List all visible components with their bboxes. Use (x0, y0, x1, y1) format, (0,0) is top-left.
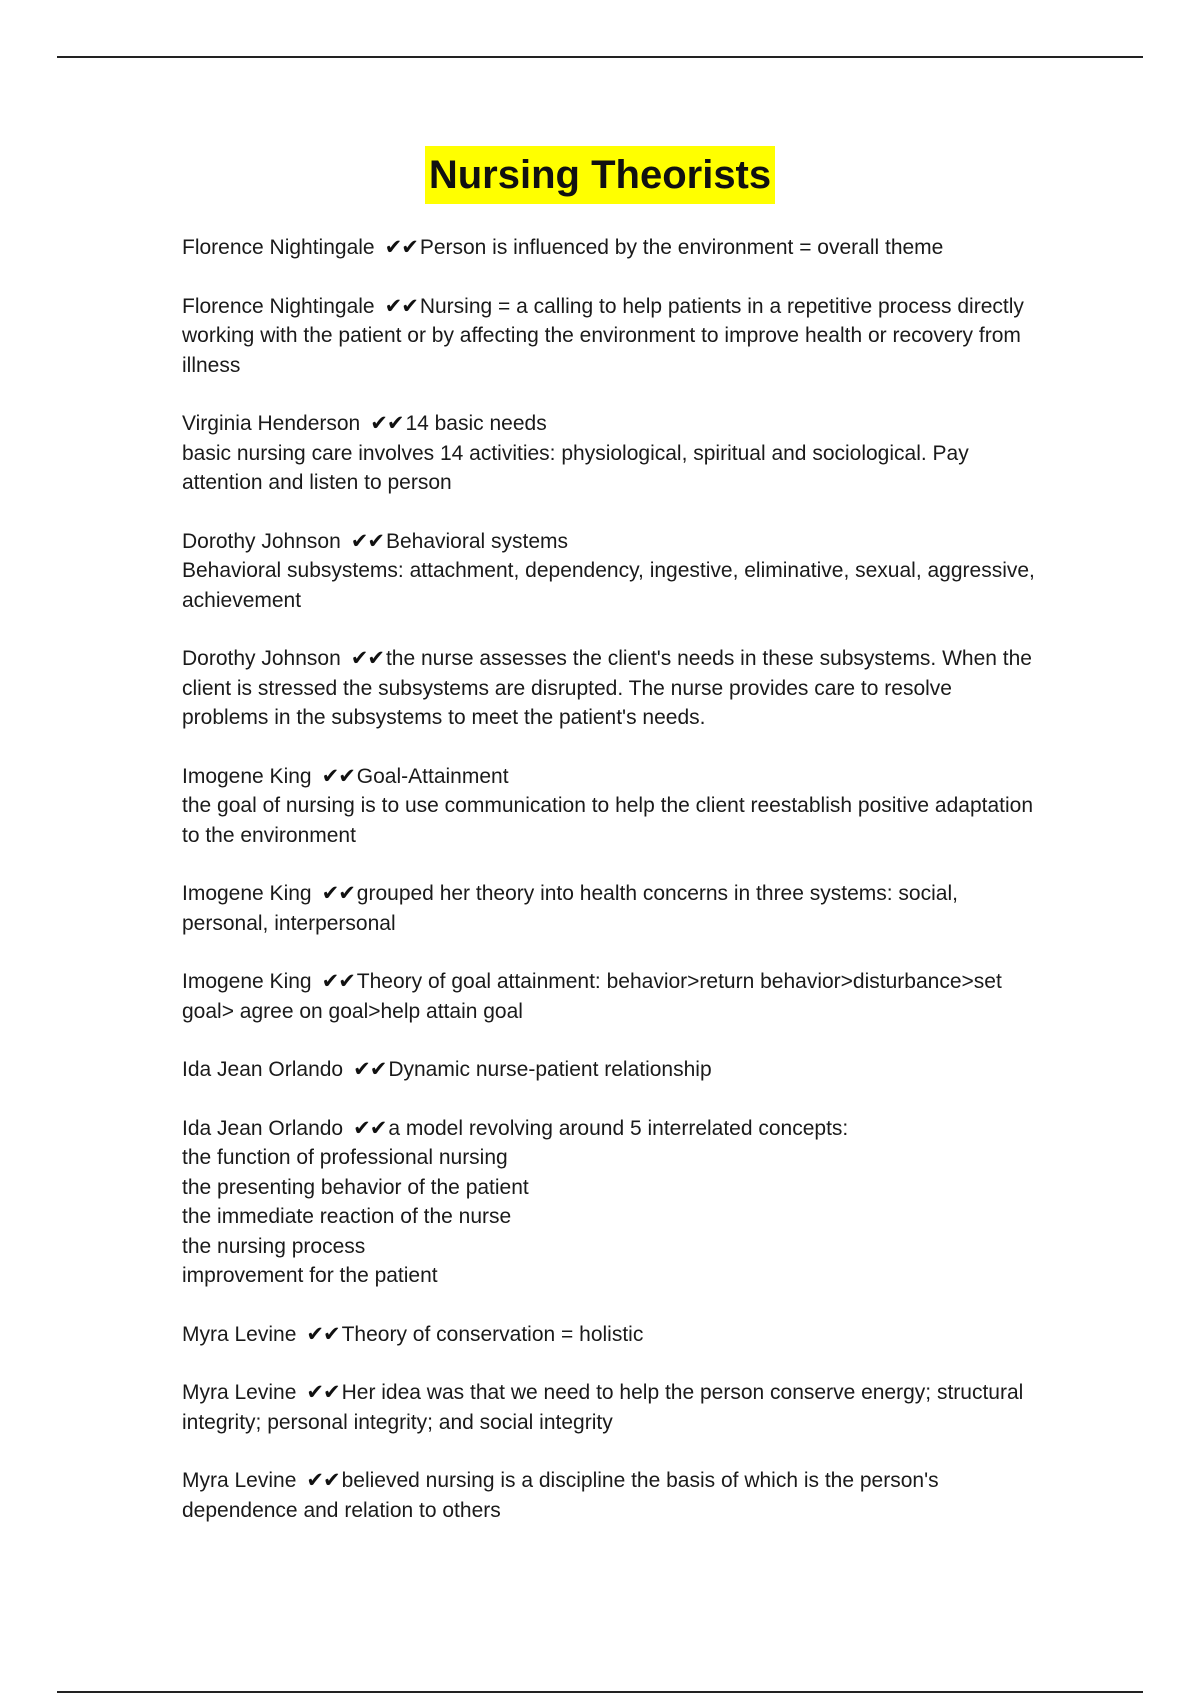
theorist-list (182, 233, 1042, 1554)
entry-text: Nursing = a calling to help patients in a repetitive process directly working with the patient or by affecting the environment to improve health or recovery from illness (182, 294, 1024, 377)
entry-first-line (182, 879, 1042, 938)
entry-first-line (182, 1320, 1042, 1350)
page-title: Nursing Theorists (425, 146, 775, 204)
entry-text: the nursing process (182, 1234, 366, 1258)
double-check-icon: ✔✔ (384, 293, 418, 318)
double-check-icon: ✔✔ (321, 881, 355, 905)
theorist-name: Virginia Henderson (182, 412, 361, 435)
entry-first-line (182, 1466, 1042, 1525)
double-check-icon: ✔✔ (321, 763, 355, 788)
entry-first-line (182, 527, 1042, 557)
theorist-entry (182, 762, 1042, 851)
entry-first-line (182, 292, 1042, 381)
theorist-name: Ida Jean Orlando (182, 1116, 344, 1140)
theorist-name: Imogene King (182, 970, 312, 993)
top-divider (57, 56, 1143, 58)
entry-text: Behavioral systems (385, 529, 569, 553)
entry-text: Theory of goal attainment: behavior>return behavior>disturbance>set goal> agree on goal>help attain goal (182, 970, 1002, 1023)
entry-first-line (182, 967, 1042, 1026)
theorist-name: Dorothy Johnson (182, 647, 341, 670)
double-check-icon: ✔✔ (353, 1115, 387, 1140)
theorist-name: Dorothy Johnson (182, 529, 341, 553)
entry-first-line (182, 1055, 1042, 1085)
bottom-divider (57, 1691, 1143, 1693)
entry-first-line (182, 1114, 1042, 1144)
entry-text: 14 basic needs (405, 412, 547, 435)
entry-description-line (182, 556, 1042, 615)
entry-text: a model revolving around 5 interrelated concepts: (388, 1116, 849, 1140)
entry-text: the function of professional nursing (182, 1146, 508, 1169)
theorist-entry (182, 409, 1042, 498)
entry-first-line (182, 1378, 1042, 1437)
double-check-icon: ✔✔ (350, 646, 384, 670)
theorist-entry (182, 879, 1042, 938)
double-check-icon: ✔✔ (370, 411, 404, 435)
theorist-entry (182, 527, 1042, 616)
theorist-entry (182, 967, 1042, 1026)
entry-text: improvement for the patient (182, 1264, 438, 1287)
entry-text: Person is influenced by the environment = overall theme (419, 236, 944, 259)
entry-description-line (182, 1261, 1042, 1291)
double-check-icon: ✔✔ (306, 1380, 340, 1404)
double-check-icon: ✔✔ (350, 528, 384, 553)
theorist-name: Myra Levine (182, 1322, 297, 1346)
theorist-entry (182, 1378, 1042, 1437)
double-check-icon: ✔✔ (321, 969, 355, 993)
entry-text: Her idea was that we need to help the person conserve energy; structural integrity; personal integrity; and social integrity (182, 1381, 1024, 1434)
entry-text: the nurse assesses the client's needs in these subsystems. When the client is stressed the subsystems are disrupted. The nurse provides care to resolve problems in the subsystems to meet the patient's needs. (182, 647, 1032, 729)
theorist-entry (182, 644, 1042, 733)
theorist-entry (182, 1055, 1042, 1085)
double-check-icon: ✔✔ (306, 1468, 340, 1492)
title-container (0, 146, 1200, 204)
entry-text: the presenting behavior of the patient (182, 1175, 529, 1199)
entry-text: Dynamic nurse-patient relationship (388, 1058, 712, 1081)
entry-description-line (182, 1202, 1042, 1232)
theorist-entry (182, 1320, 1042, 1350)
entry-text: Behavioral subsystems: attachment, dependency, ingestive, eliminative, sexual, aggressive, achievement (182, 559, 1035, 612)
theorist-name: Florence Nightingale (182, 294, 375, 318)
entry-text: Theory of conservation = holistic (341, 1322, 644, 1346)
theorist-name: Imogene King (182, 882, 312, 905)
theorist-entry (182, 292, 1042, 381)
theorist-name: Myra Levine (182, 1381, 297, 1404)
entry-text: Goal-Attainment (356, 764, 509, 788)
theorist-name: Imogene King (182, 764, 312, 788)
entry-first-line (182, 409, 1042, 439)
theorist-entry (182, 1466, 1042, 1525)
entry-text: grouped her theory into health concerns in three systems: social, personal, interpersonal (182, 882, 958, 935)
theorist-name: Ida Jean Orlando (182, 1058, 344, 1081)
theorist-entry (182, 233, 1042, 263)
entry-description-line (182, 1143, 1042, 1173)
entry-first-line (182, 644, 1042, 733)
entry-description-line (182, 1173, 1042, 1203)
double-check-icon: ✔✔ (306, 1321, 340, 1346)
theorist-name: Florence Nightingale (182, 236, 375, 259)
double-check-icon: ✔✔ (384, 235, 418, 259)
entry-text: the immediate reaction of the nurse (182, 1205, 512, 1228)
entry-text: believed nursing is a discipline the basis of which is the person's dependence and relation to others (182, 1469, 939, 1522)
theorist-name: Myra Levine (182, 1469, 297, 1492)
entry-text: basic nursing care involves 14 activities: physiological, spiritual and sociological. Pay attention and listen to person (182, 441, 969, 494)
entry-description-line (182, 1232, 1042, 1262)
entry-first-line (182, 233, 1042, 263)
double-check-icon: ✔✔ (353, 1057, 387, 1081)
entry-first-line (182, 762, 1042, 792)
theorist-entry (182, 1114, 1042, 1291)
entry-text: the goal of nursing is to use communication to help the client reestablish positive adaptation to the environment (182, 794, 1034, 847)
entry-description-line (182, 439, 1042, 498)
entry-description-line (182, 791, 1042, 850)
